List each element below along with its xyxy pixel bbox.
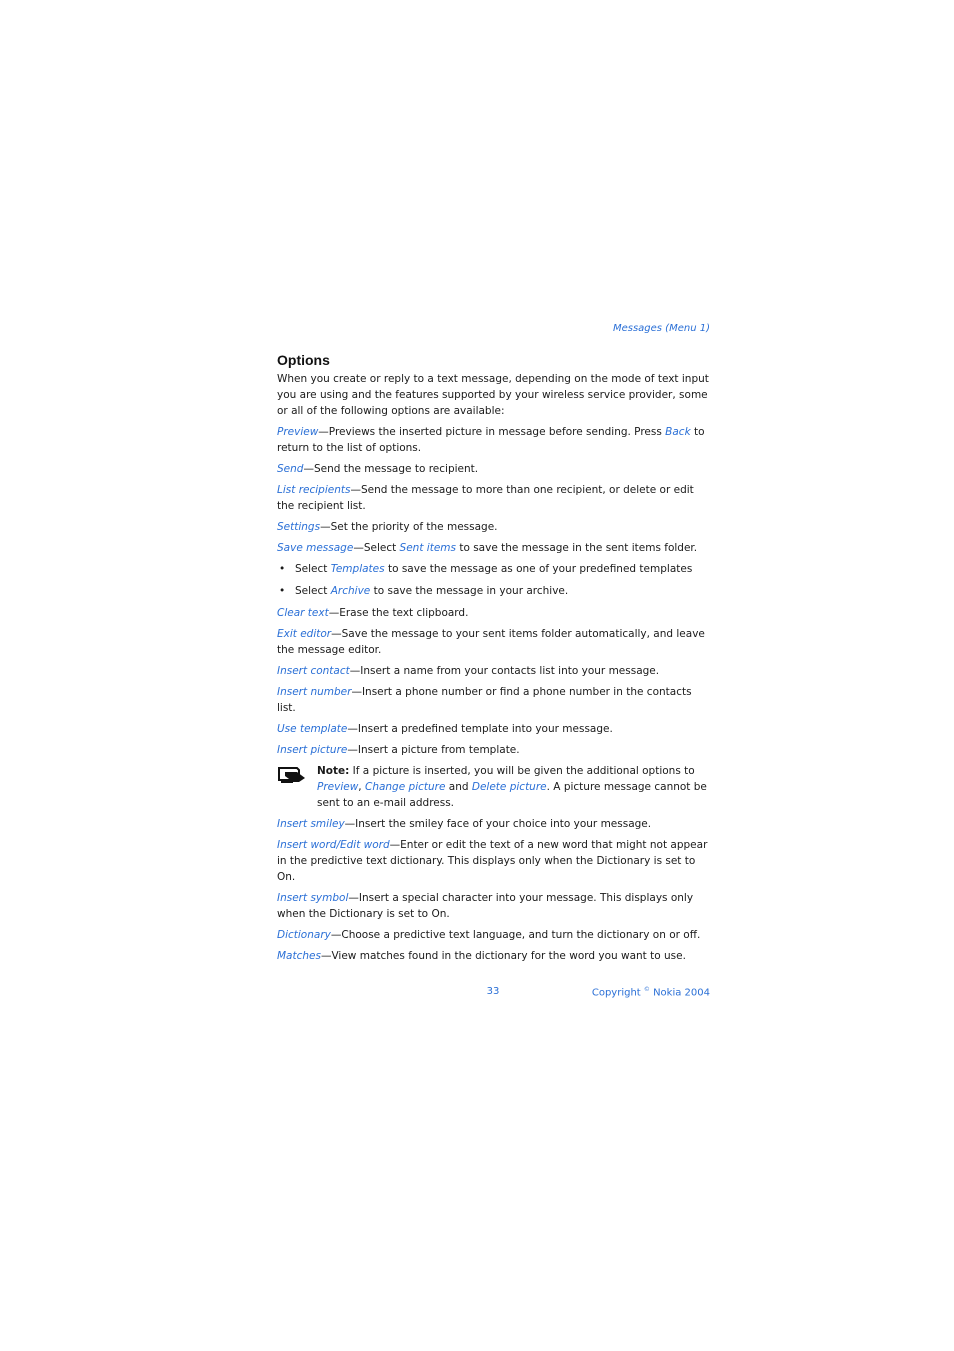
option-insert-contact: Insert contact—Insert a name from your contacts list into your message. <box>277 665 660 677</box>
option-save-message: Save message—Select Sent items to save the message in the sent items folder. <box>277 542 698 554</box>
copyright-symbol: © <box>643 986 650 993</box>
list-item: • Select Archive to save the message in your archive. <box>277 583 713 599</box>
intro-paragraph: When you create or reply to a text message, depending on the mode of text input you are using and the features supported by your wireless service provider, some or all of the following options are available: <box>277 373 709 417</box>
option-insert-word: Insert word/Edit word—Enter or edit the text of a new word that might not appear in the predictive text dictionary. This displays only when the Dictionary is set to On. <box>277 839 708 883</box>
note-text: Note: If a picture is inserted, you will be given the additional options to Preview, Change picture and Delete picture. A picture message cannot be sent to an e-mail address. <box>317 765 707 809</box>
note-label: Note: <box>317 765 350 777</box>
term-insert-number: Insert number <box>277 686 352 698</box>
option-matches: Matches—View matches found in the dictionary for the word you want to use. <box>277 950 686 962</box>
term-insert-contact: Insert contact <box>277 665 350 677</box>
term-delete-picture: Delete picture <box>471 781 547 793</box>
page-number: 33 <box>486 986 500 997</box>
running-header: Messages (Menu 1) <box>612 323 710 334</box>
term-back: Back <box>665 426 691 438</box>
option-dictionary: Dictionary—Choose a predictive text language, and turn the dictionary on or off. <box>277 929 701 941</box>
note-hand-icon <box>277 765 307 785</box>
term-use-template: Use template <box>277 723 348 735</box>
term-insert-symbol: Insert symbol <box>277 892 349 904</box>
term-insert-picture: Insert picture <box>277 744 348 756</box>
option-send: Send—Send the message to recipient. <box>277 463 479 475</box>
option-settings: Settings—Set the priority of the message. <box>277 521 498 533</box>
option-clear-text: Clear text—Erase the text clipboard. <box>277 607 469 619</box>
option-exit-editor: Exit editor—Save the message to your sent items folder automatically, and leave the message editor. <box>277 628 705 656</box>
copyright: Copyright © Nokia 2004 <box>591 986 710 999</box>
section-title: Options <box>277 352 330 368</box>
term-list-recipients: List recipients <box>277 484 351 496</box>
term-insert-smiley: Insert smiley <box>277 818 345 830</box>
term-settings: Settings <box>277 521 321 533</box>
term-save-message: Save message <box>277 542 354 554</box>
option-insert-picture: Insert picture—Insert a picture from template. <box>277 744 520 756</box>
term-change-picture: Change picture <box>364 781 446 793</box>
save-options-list <box>277 561 713 599</box>
term-send: Send <box>277 463 304 475</box>
term-templates: Templates <box>330 563 385 575</box>
option-insert-symbol: Insert symbol—Insert a special character into your message. This displays only when the Dictionary is set to On. <box>277 892 694 920</box>
term-archive: Archive <box>330 585 371 597</box>
option-list-recipients: List recipients—Send the message to more than one recipient, or delete or edit the recipient list. <box>277 484 694 512</box>
option-use-template: Use template—Insert a predefined template into your message. <box>277 723 613 735</box>
term-clear-text: Clear text <box>277 607 329 619</box>
page-content <box>277 351 713 969</box>
term-dictionary: Dictionary <box>277 929 331 941</box>
list-item: • Select Templates to save the message as one of your predefined templates <box>277 561 713 577</box>
term-sent-items: Sent items <box>399 542 456 554</box>
note-block <box>277 763 713 811</box>
term-note-preview: Preview <box>317 781 359 793</box>
term-matches: Matches <box>277 950 321 962</box>
term-insert-word: Insert word/Edit word <box>277 839 390 851</box>
option-preview: Preview—Previews the inserted picture in message before sending. Press Back to return to the list of options. <box>277 426 705 454</box>
option-insert-number: Insert number—Insert a phone number or find a phone number in the contacts list. <box>277 686 692 714</box>
option-insert-smiley: Insert smiley—Insert the smiley face of your choice into your message. <box>277 818 652 830</box>
term-preview: Preview <box>277 426 319 438</box>
term-exit-editor: Exit editor <box>277 628 332 640</box>
